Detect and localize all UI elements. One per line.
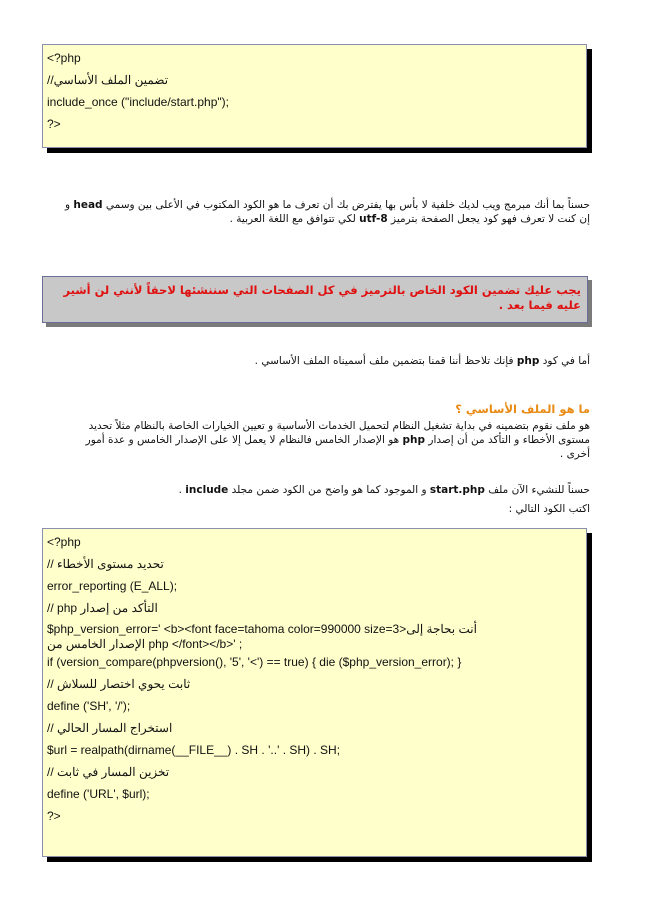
code-line-comment [47, 597, 582, 619]
code-comment [57, 597, 158, 619]
code-comment: تخزين المسار في ثابت [57, 765, 170, 779]
comment-marker: // [47, 557, 54, 571]
code-line-wrapped [47, 619, 582, 651]
code-block-include [42, 44, 587, 148]
code-line: ?> [47, 809, 61, 823]
text: و الموجود كما هو واضح من الكود ضمن مجلد [228, 484, 430, 496]
keyword-php: php [516, 355, 540, 367]
keyword-start-php: start.php [429, 484, 485, 496]
code-comment: استخراج المسار الحالي [57, 721, 173, 735]
paragraph-write-code: اكتب الكود التالي : [508, 503, 590, 515]
keyword-utf8: utf-8 [359, 213, 388, 225]
code-comment: ثابت يحوي اختصار للسلاش [57, 677, 191, 691]
code-line-comment [47, 553, 582, 575]
text: هو ملف نقوم بتضمينه في بداية تشغيل النظام لتحميل الخدمات الأساسية و تعيين الخيارات الخاصة بالنظام مثلاً تحديد مستوى الأخطاء و التأكد من أن إصدار [88, 420, 590, 446]
paragraph-php-note [150, 354, 590, 368]
comment-marker: // [47, 601, 54, 615]
warning-box [42, 276, 588, 323]
code-line-comment [47, 717, 582, 739]
code-line: <?php [47, 535, 81, 549]
code-line: if (version_compare(phpversion(), '5', '<') == true) { die ($php_version_error); } [47, 655, 462, 669]
comment-marker: // [47, 765, 54, 779]
text: فإنك تلاحظ أننا قمنا بتضمين ملف أسميناه الملف الأساسي . [254, 355, 517, 367]
code-line: define ('URL', $url); [47, 787, 150, 801]
code-line-comment [47, 69, 582, 91]
code-block-start-php [42, 528, 587, 857]
text: حسناً للنشيء الآن ملف [484, 484, 590, 496]
code-line: include_once ("include/start.php"); [47, 95, 229, 109]
warning-text: يجب عليك تضمين الكود الخاص بالترميز في كل الصفحات التي سننشئها لاحقاً لأنني لن أشير عليه فيما بعد . [63, 283, 581, 312]
code-line: error_reporting (E_ALL); [47, 579, 178, 593]
text: حسناً بما أنك مبرمج ويب لديك خلفية لا بأس بها يفترض بك أن تعرف ما هو الكود المكتوب في الأعلى بين وسمي [102, 199, 590, 211]
keyword-php: php [402, 434, 426, 446]
section-heading: ما هو الملف الأساسي ؟ [455, 402, 590, 416]
paragraph-definition [60, 419, 590, 461]
comment-text: التأكد من إصدار [80, 601, 158, 615]
code-text: $php_version_error=' <b><font face=tahoma color=990000 size=3> [47, 622, 407, 636]
code-text: php </font></b>' ; [145, 637, 243, 651]
text: . [178, 484, 186, 496]
code-arabic: الإصدار الخامس من [47, 637, 146, 651]
comment-marker: // [47, 721, 54, 735]
keyword-head: head [73, 199, 103, 211]
paragraph-create-file [40, 483, 590, 497]
comment-keyword: php [57, 601, 78, 615]
text: لكي تتوافق مع اللغة العربية . [229, 213, 360, 225]
keyword-include: include [185, 484, 229, 496]
code-arabic: أنت بحاجة إلى [406, 622, 477, 636]
text: و إن كنت لا تعرف فهو كود يجعل الصفحة بترميز [64, 199, 590, 225]
code-comment: تضمين الملف الأساسي// [47, 73, 169, 87]
code-line: define ('SH', '/'); [47, 699, 131, 713]
code-line: <?php [47, 51, 81, 65]
code-line-comment [47, 673, 582, 695]
text: أما في كود [539, 355, 590, 367]
code-line-comment [47, 761, 582, 783]
paragraph-intro [60, 198, 590, 226]
code-line: $url = realpath(dirname(__FILE__) . SH . '..' . SH) . SH; [47, 743, 341, 757]
text: هو الإصدار الخامس فالنظام لا يعمل إلا على الإصدار الخامس و عدة أمور أخرى . [85, 434, 590, 460]
comment-marker: // [47, 677, 54, 691]
code-comment: تحديد مستوى الأخطاء [57, 557, 164, 571]
code-line: ?> [47, 117, 61, 131]
